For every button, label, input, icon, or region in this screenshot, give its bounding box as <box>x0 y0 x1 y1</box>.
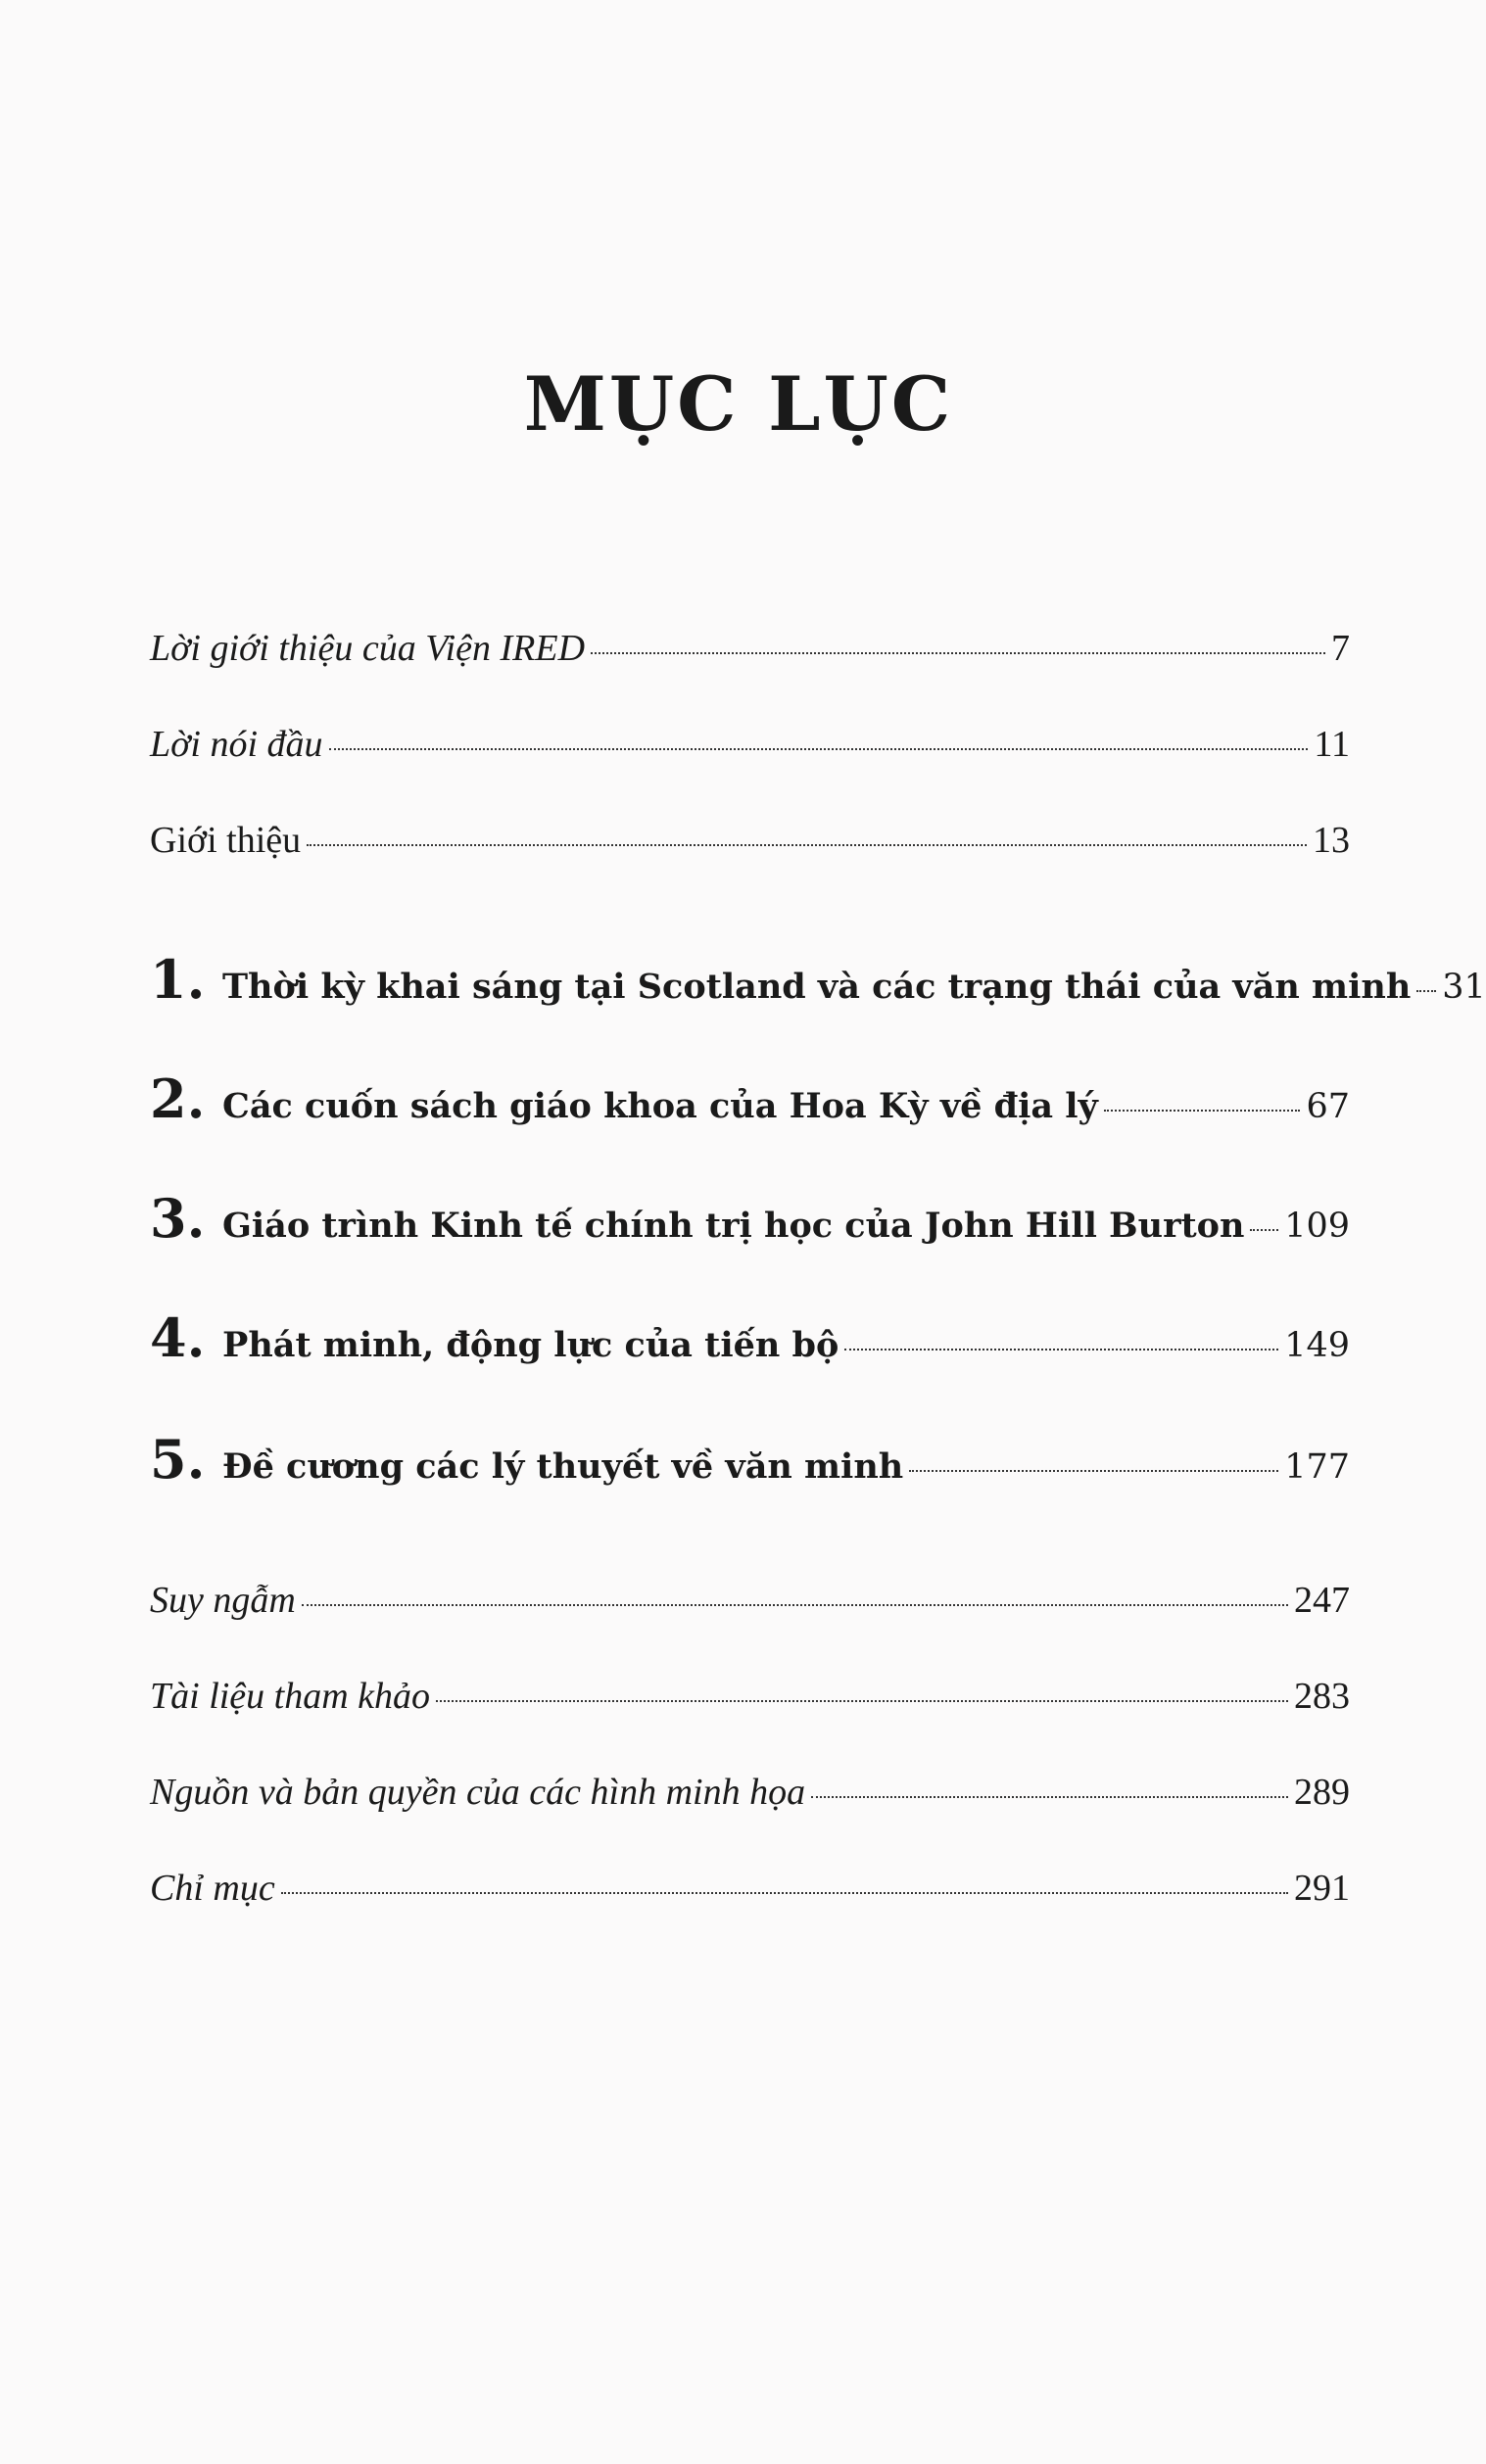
dot-leader <box>844 1349 1278 1350</box>
dot-leader <box>1104 1110 1301 1112</box>
toc-entry-chapter-5 <box>150 1428 1350 1491</box>
toc-entry-page: 247 <box>1294 1580 1350 1621</box>
page-title: MỤC LỤC <box>523 360 954 448</box>
toc-entry-title: Lời giới thiệu của Viện IRED <box>150 628 586 669</box>
dot-leader <box>281 1892 1288 1894</box>
toc-entry-page: 283 <box>1294 1676 1350 1717</box>
dot-leader <box>1250 1229 1278 1231</box>
dot-leader <box>1416 990 1436 992</box>
dot-leader <box>302 1604 1288 1606</box>
toc-entry-title: Giáo trình Kinh tế chính trị học của John Hill Burton <box>222 1206 1245 1246</box>
toc-entry-page: 177 <box>1284 1447 1350 1487</box>
chapter-number: 3. <box>150 1187 206 1250</box>
toc-entry-title: Phát minh, động lực của tiến bộ <box>222 1325 839 1365</box>
toc-entry-title: Các cuốn sách giáo khoa của Hoa Kỳ về địa lý <box>222 1086 1098 1126</box>
toc-entry-chapter-2 <box>150 1067 1350 1130</box>
dot-leader <box>591 652 1325 654</box>
toc-entry-intro-ired <box>150 627 1350 670</box>
toc-entry-page: 31 <box>1442 968 1486 1007</box>
toc-entry-page: 13 <box>1313 820 1350 861</box>
toc-entry-title: Thời kỳ khai sáng tại Scotland và các trạng thái của văn minh <box>222 967 1412 1007</box>
toc-entry-index <box>150 1867 1350 1910</box>
dot-leader <box>329 748 1309 750</box>
toc-entry-page: 149 <box>1284 1326 1350 1365</box>
toc-entry-chapter-3 <box>150 1187 1350 1250</box>
toc-entry-reflections <box>150 1579 1350 1622</box>
chapter-number: 1. <box>150 948 206 1011</box>
toc-entry-page: 291 <box>1294 1868 1350 1909</box>
toc-entry-preface <box>150 723 1350 766</box>
dot-leader <box>436 1700 1288 1702</box>
dot-leader <box>909 1470 1278 1472</box>
toc-entry-page: 7 <box>1331 628 1350 669</box>
toc-entry-page: 67 <box>1306 1087 1350 1126</box>
toc-entry-chapter-4 <box>150 1306 1350 1369</box>
toc-entry-page: 289 <box>1294 1772 1350 1813</box>
toc-entry-chapter-1 <box>150 948 1486 1011</box>
toc-entry-page: 11 <box>1314 724 1350 765</box>
toc-entry-title: Suy ngẫm <box>150 1580 296 1621</box>
toc-entry-title: Đề cương các lý thuyết về văn minh <box>222 1446 904 1487</box>
dot-leader <box>811 1796 1288 1798</box>
dot-leader <box>307 844 1307 846</box>
toc-entry-illustration-credits <box>150 1771 1350 1814</box>
chapter-number: 4. <box>150 1306 206 1369</box>
toc-entry-page: 109 <box>1284 1207 1350 1246</box>
toc-entry-title: Lời nói đầu <box>150 724 323 765</box>
toc-entry-title: Nguồn và bản quyền của các hình minh họa <box>150 1772 806 1813</box>
toc-entry-introduction <box>150 819 1350 862</box>
chapter-number: 5. <box>150 1428 206 1491</box>
toc-entry-title: Tài liệu tham khảo <box>150 1676 431 1717</box>
toc-entry-title: Chỉ mục <box>150 1868 275 1909</box>
toc-entry-title: Giới thiệu <box>150 820 302 861</box>
toc-entry-references <box>150 1675 1350 1718</box>
chapter-number: 2. <box>150 1067 206 1130</box>
